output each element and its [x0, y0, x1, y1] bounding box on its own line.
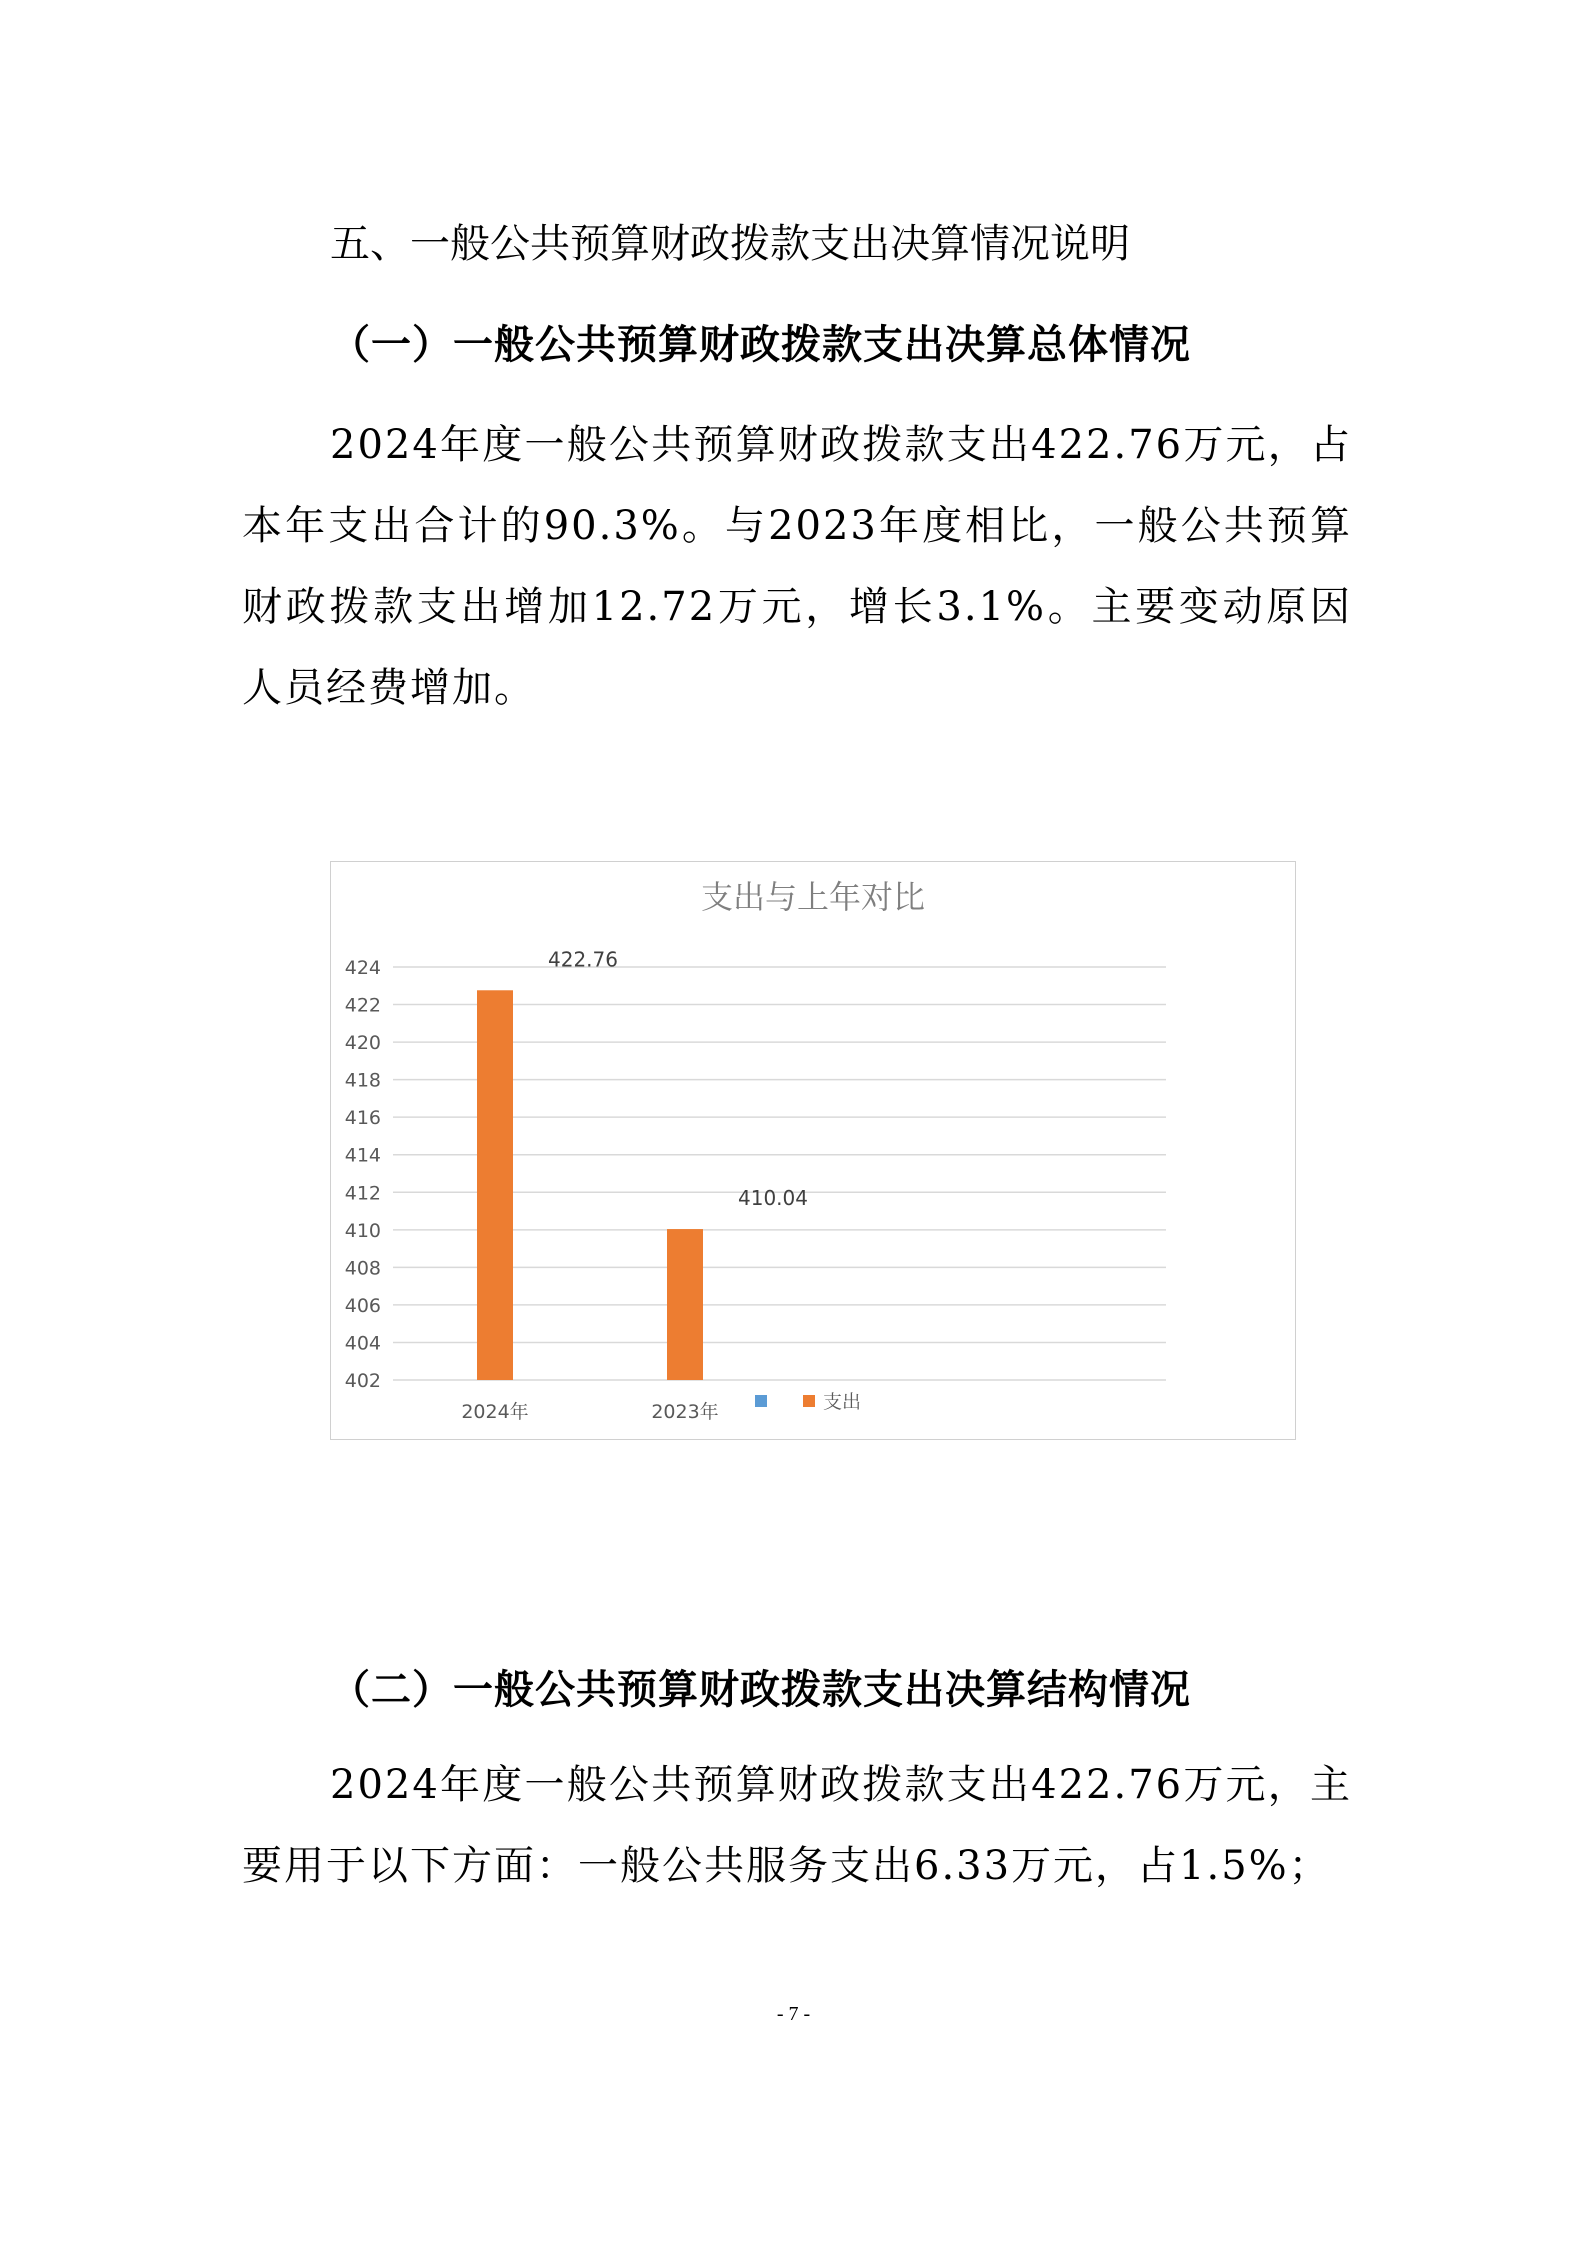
y-tick-label: 412 [344, 1182, 381, 1205]
data-label: 410.04 [738, 1186, 808, 1211]
subsection-heading-1: （一）一般公共预算财政拨款支出决算总体情况 [330, 322, 1191, 368]
y-tick-label: 424 [344, 957, 381, 979]
legend-label: 支出 [823, 1391, 862, 1413]
y-tick-label: 408 [344, 1257, 381, 1280]
chart-title: 支出与上年对比 [700, 878, 926, 916]
paragraph-overview: 2024年度一般公共预算财政拨款支出422.76万元，占本年支出合计的90.3%。与2023年度相比，一般公共预算财政拨款支出增加12.72万元，增长3.1%。主要变动原因人员经费增加。 [242, 422, 1352, 711]
y-tick-label: 406 [344, 1294, 381, 1317]
bar-2024 [477, 990, 513, 1380]
section-heading: 五、一般公共预算财政拨款支出决算情况说明 [330, 221, 1130, 267]
y-tick-label: 402 [344, 1370, 381, 1392]
page-number: - 7 - [776, 2003, 811, 2025]
subsection-heading-2: （二）一般公共预算财政拨款支出决算结构情况 [330, 1667, 1191, 1713]
y-tick-label: 404 [344, 1332, 381, 1355]
y-tick-label: 414 [344, 1144, 381, 1167]
y-tick-label: 416 [344, 1107, 381, 1130]
y-tick-label: 418 [344, 1069, 381, 1092]
paragraph-structure: 2024年度一般公共预算财政拨款支出422.76万元，主要用于以下方面：一般公共服务支出6.33万元，占1.5%； [242, 1762, 1352, 1889]
data-label: 422.76 [548, 947, 618, 972]
x-category-label: 2024年 [461, 1401, 529, 1423]
legend-swatch-blue [755, 1395, 767, 1407]
x-category-label: 2023年 [651, 1401, 719, 1423]
bar-2023 [667, 1229, 703, 1380]
y-tick-label: 410 [344, 1219, 381, 1242]
legend-swatch-orange [803, 1395, 815, 1407]
y-tick-label: 422 [344, 994, 381, 1017]
expenditure-comparison-chart [330, 861, 1296, 1440]
chart-svg [331, 862, 1294, 1438]
y-tick-label: 420 [344, 1032, 381, 1055]
